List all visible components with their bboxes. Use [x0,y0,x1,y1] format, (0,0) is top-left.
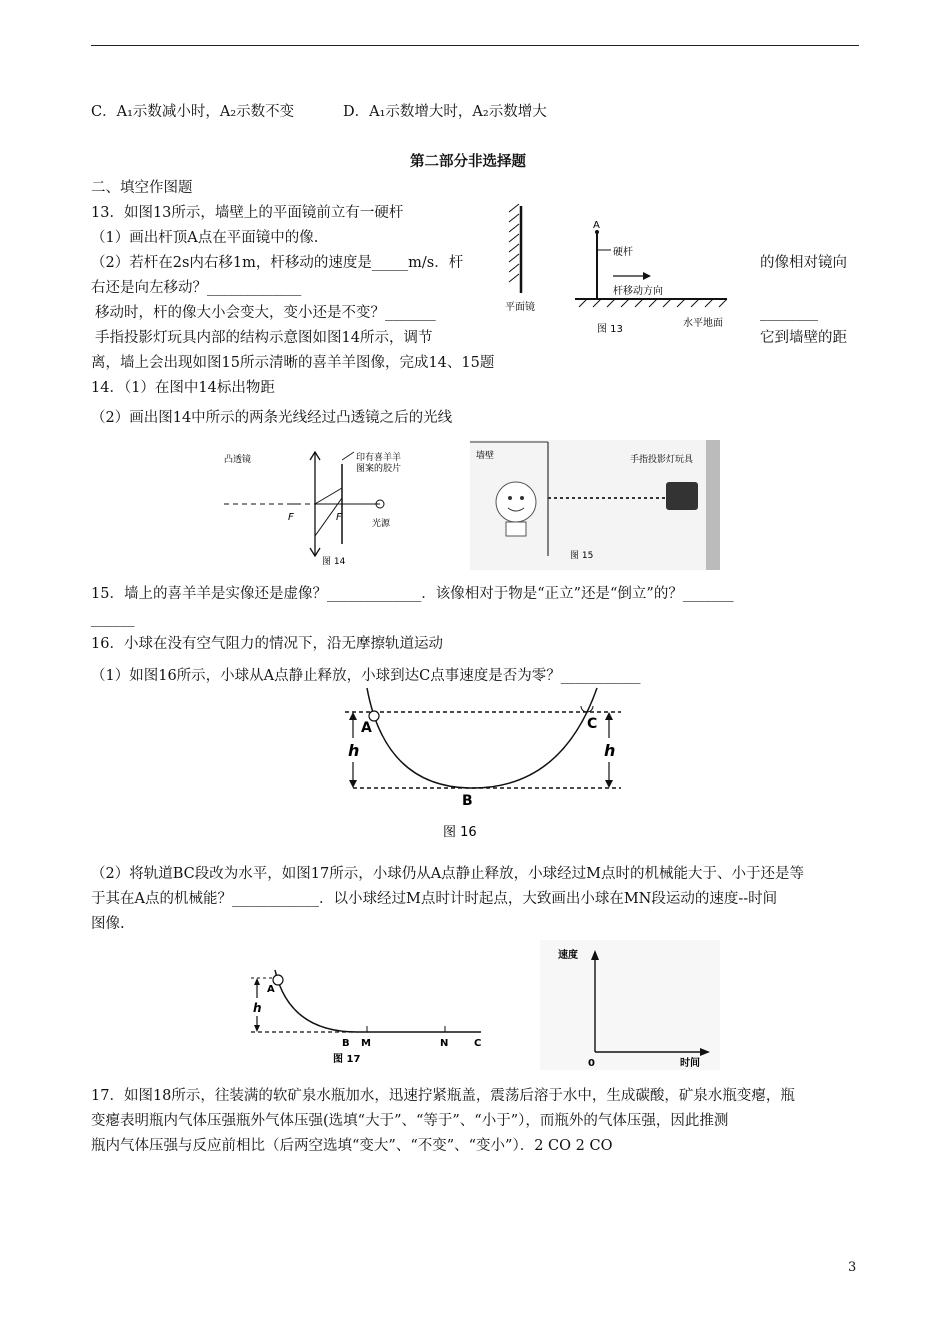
intro-14-15-b: 它到墙壁的距 [760,330,847,346]
q17-line3: 瓶内气体压强与反应前相比（后两空选填“变大”、“不变”、“变小”）．2 CO 2 CO [91,1138,613,1154]
q16-stem: 16．小球在没有空气阻力的情况下，沿无摩擦轨道运动 [91,636,443,652]
figure-16 [335,686,635,842]
intro-14-15-a: 手指投影灯玩具内部的结构示意图如图14所示，调节 [95,330,433,346]
option-c: C．A₁示数减小时，A₂示数不变 [91,104,295,120]
mirror [509,204,521,293]
q15-text: 15．墙上的喜羊羊是实像还是虚像？_____________．该像相对于物是“正立”还是“倒立”的？_______ [91,586,734,602]
label-ground: 水平地面 [683,318,723,329]
label-f1: F [288,512,294,523]
y-label: 速度 [558,950,578,961]
caption-13: 图 13 [597,324,623,335]
label-rod: 硬杆 [613,247,633,258]
right-edge [706,440,720,570]
q13-part2-b: 的像相对镜向 [760,255,847,271]
label-f2: F [336,512,342,523]
page-number: 3 [848,1260,857,1275]
figure-17 [245,950,495,1070]
caption-16: 图 16 [443,825,477,840]
label-c: C [587,716,598,732]
label-m: M [361,1038,371,1049]
q17-line1: 17．如图18所示，往装满的软矿泉水瓶加水，迅速拧紧瓶盖，震荡后溶于水中，生成碳酸，矿泉水瓶变瘪，瓶 [91,1088,795,1104]
q16-part1: （1）如图16所示，小球从A点静止释放，小球到达C点事速度是否为零？___________ [91,668,641,684]
q13-part3-b: ________ [760,305,818,321]
figure-13 [495,198,745,343]
q13-part3-a: 移动时，杆的像大小会变大，变小还是不变？_______ [95,305,436,321]
label-h2: h [604,741,616,760]
intro-14-15-c: 离，墙上会出现如图15所示清晰的喜羊羊图像，完成14、15题 [91,355,495,371]
q16-part2-line1: （2）将轨道BC段改为水平，如图17所示，小球仍从A点静止释放，小球经过M点时的机械能大于、小于还是等 [91,866,805,882]
label-mirror: 平面镜 [505,302,535,313]
figure-15 [470,440,720,570]
section-subtitle: 二、填空作图题 [91,180,193,196]
figure-14 [222,446,442,572]
label-dir: 杆移动方向 [613,286,663,297]
track-curve [275,970,357,1032]
q13-part1: （1）画出杆顶A点在平面镜中的像. [91,230,319,246]
x-label: 时间 [680,1058,700,1069]
header-rule [91,45,859,46]
label-a: A [593,220,600,231]
label-film-1: 印有喜羊羊 [356,453,402,463]
projector-toy [666,482,698,510]
q15-text-cont: ______ [91,611,135,627]
label-h1: h [348,741,360,760]
q13-part2-a: （2）若杆在2s内右移1m，杆移动的速度是_____m/s．杆 [91,255,464,271]
q16-part2-line3: 图像. [91,916,125,932]
label-a: A [361,720,372,736]
label-b: B [342,1038,350,1049]
q16-part2-line2: 于其在A点的机械能？____________．以小球经过M点时计时起点，大致画出小球在MN段运动的速度--时间 [91,891,778,907]
label-film-2: 图案的胶片 [356,464,402,474]
label-c: C [474,1038,482,1049]
label-n: N [440,1038,449,1049]
q14-part1: 14．（1）在图中14标出物距 [91,380,275,396]
label-b: B [462,793,473,809]
q14-part2: （2）画出图14中所示的两条光线经过凸透镜之后的光线 [91,410,453,426]
q13-part2-c: 右还是向左移动？_____________ [91,280,302,296]
caption-14: 图 14 [322,557,346,567]
q17-line2: 变瘪表明瓶内气体压强瓶外气体压强(选填“大于”、“等于”、“小于”），而瓶外的气体压强，因此推测 [91,1113,729,1129]
ground [575,299,727,307]
track-curve [367,688,597,788]
label-a: A [267,984,275,995]
section-title: 第二部分非选择题 [410,153,526,170]
label-toy: 手指投影灯玩具 [630,455,694,465]
q13-stem: 13．如图13所示，墙壁上的平面镜前立有一硬杆 [91,205,404,221]
label-h: h [253,1001,262,1015]
option-d: D．A₁示数增大时，A₂示数增大 [343,104,547,120]
origin-label: 0 [588,1058,595,1069]
caption-17: 图 17 [333,1054,361,1065]
label-lens: 凸透镜 [224,455,252,465]
caption-15: 图 15 [570,551,594,561]
velocity-time-graph [540,940,720,1070]
label-source: 光源 [372,519,391,529]
label-wall: 墙壁 [476,451,495,461]
